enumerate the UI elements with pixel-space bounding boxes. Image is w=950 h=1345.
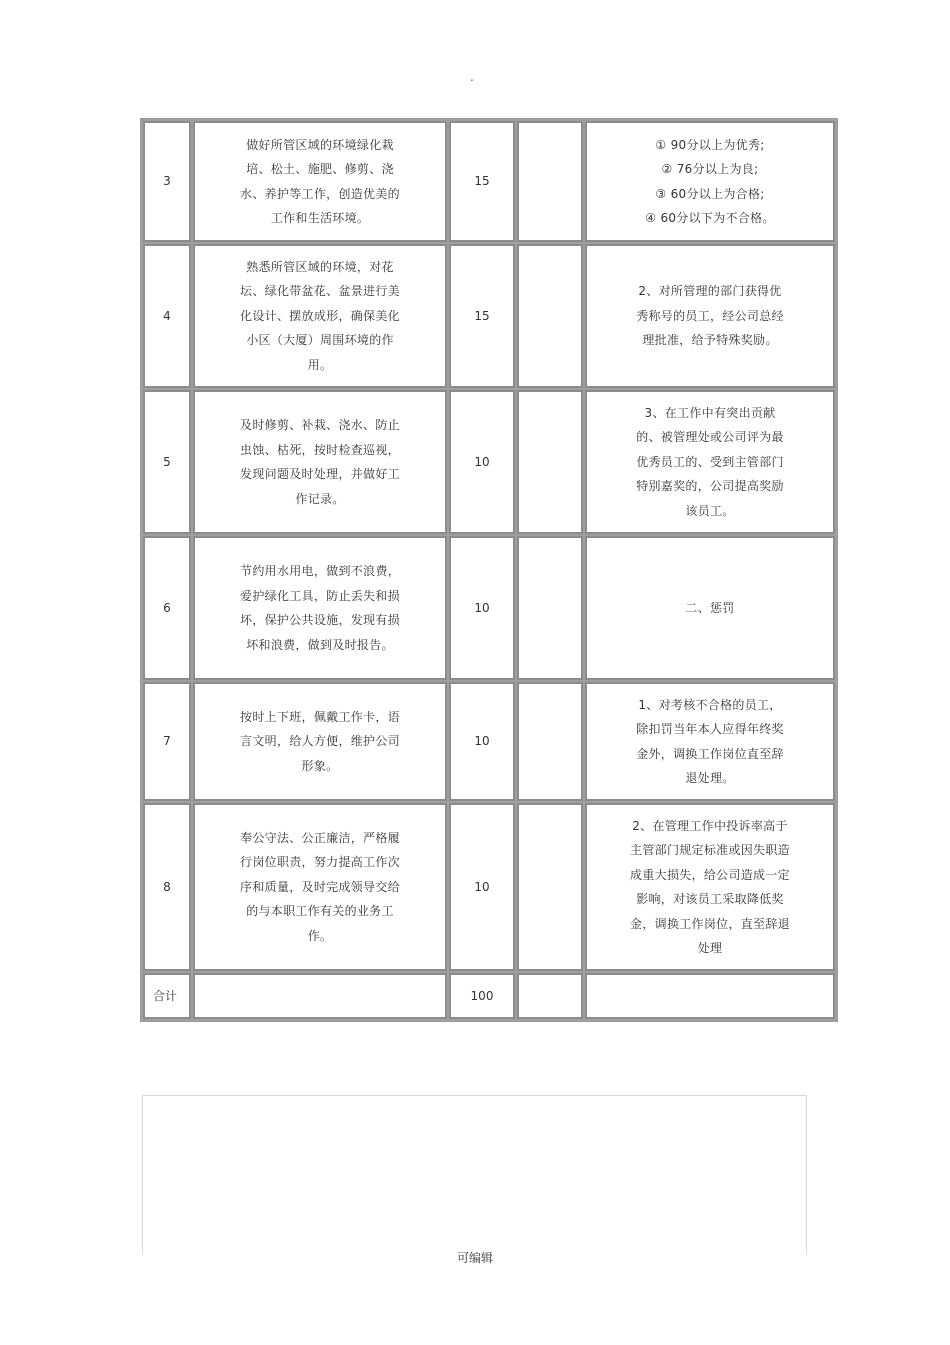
- total-label-cell: [143, 973, 191, 1019]
- item-note: 2、对所管理的部门获得优秀称号的员工，经公司总经理批准，给予特殊奖励。: [636, 284, 784, 348]
- item-score: 10: [474, 454, 490, 469]
- item-rating-cell: [517, 244, 583, 388]
- table-row: [143, 390, 835, 534]
- grading-scale-line: ④ 60分以下为不合格。: [645, 211, 775, 225]
- item-number-cell: [143, 682, 191, 801]
- total-label: 合计: [153, 988, 178, 1003]
- grading-scale-line: ③ 60分以上为合格;: [655, 186, 765, 201]
- item-rating-cell: [517, 803, 583, 971]
- total-score: 100: [470, 988, 494, 1003]
- item-note: 2、在管理工作中投诉率高于主管部门规定标准或因失职造成重大损失，给公司造成一定影响，对该员工采取降低奖金，调换工作岗位，直至辞退处理: [630, 818, 790, 955]
- table-row: [143, 244, 835, 388]
- total-content-cell: [193, 973, 447, 1019]
- item-note-cell: [585, 121, 835, 242]
- page-top-mark: .: [470, 70, 474, 84]
- item-number-cell: [143, 121, 191, 242]
- item-content-cell: [193, 536, 447, 680]
- total-note-cell: [585, 973, 835, 1019]
- item-note-cell: [585, 536, 835, 680]
- item-note: 3、在工作中有突出贡献的、被管理处或公司评为最优秀员工的、受到主管部门特别嘉奖的，公司提高奖励该员工。: [636, 405, 784, 518]
- item-content: 节约用水用电，做到不浪费，爱护绿化工具，防止丢失和损坏，保护公共设施，发现有损坏和浪费，做到及时报告。: [240, 564, 400, 652]
- item-rating-cell: [517, 536, 583, 680]
- penalty-heading: 二、惩罚: [685, 600, 735, 615]
- item-score: 10: [474, 734, 490, 749]
- item-content: 及时修剪、补栽、浇水、防止虫蚀、枯死，按时检查巡视，发现问题及时处理，并做好工作记录。: [240, 418, 400, 506]
- item-score-cell: [449, 803, 515, 971]
- item-content: 奉公守法、公正廉洁，严格履行岗位职责，努力提高工作次序和质量，及时完成领导交给的与本职工作有关的业务工作。: [240, 830, 400, 943]
- item-content-cell: [193, 244, 447, 388]
- item-rating-cell: [517, 682, 583, 801]
- item-score: 15: [474, 308, 490, 323]
- item-rating-cell: [517, 390, 583, 534]
- item-score-cell: [449, 244, 515, 388]
- item-content-cell: [193, 390, 447, 534]
- item-number: 4: [163, 308, 171, 323]
- item-score-cell: [449, 682, 515, 801]
- grading-scale-list: [635, 133, 785, 231]
- item-content-cell: [193, 121, 447, 242]
- item-content: 按时上下班，佩戴工作卡，语言文明，给人方便，维护公司形象。: [240, 709, 400, 773]
- item-score-cell: [449, 536, 515, 680]
- item-rating-cell: [517, 121, 583, 242]
- item-note-cell: [585, 803, 835, 971]
- total-score-cell: [449, 973, 515, 1019]
- item-number: 7: [163, 734, 171, 749]
- evaluation-table: [140, 118, 838, 1022]
- page-footer: 可编辑: [456, 1251, 493, 1265]
- total-rating-cell: [517, 973, 583, 1019]
- item-number-cell: [143, 536, 191, 680]
- item-content-cell: [193, 682, 447, 801]
- item-content-cell: [193, 803, 447, 971]
- table-total-row: [143, 973, 835, 1019]
- item-note-cell: [585, 390, 835, 534]
- table-row: [143, 536, 835, 680]
- item-score: 10: [474, 600, 490, 615]
- item-note: 1、对考核不合格的员工，除扣罚当年本人应得年终奖金外，调换工作岗位直至辞退处理。: [636, 697, 784, 785]
- item-note-cell: [585, 682, 835, 801]
- grading-scale-line: ② 76分以上为良;: [661, 162, 759, 176]
- table-row: [143, 682, 835, 801]
- item-note-cell: [585, 244, 835, 388]
- item-number: 6: [163, 600, 171, 615]
- item-number-cell: [143, 244, 191, 388]
- item-content: 熟悉所管区域的环境，对花坛、绿化带盆花、盆景进行美化设计、摆放成形，确保美化小区（大厦）周围环境的作用。: [240, 259, 400, 372]
- grading-scale-line: ① 90分以上为优秀;: [655, 137, 765, 152]
- item-number-cell: [143, 390, 191, 534]
- item-score-cell: [449, 390, 515, 534]
- table-row: [143, 803, 835, 971]
- item-score-cell: [449, 121, 515, 242]
- item-number: 8: [163, 879, 171, 894]
- item-number: 3: [163, 174, 171, 189]
- table-row: [143, 121, 835, 242]
- item-number-cell: [143, 803, 191, 971]
- empty-frame: [142, 1095, 807, 1255]
- item-score: 15: [474, 174, 490, 189]
- item-score: 10: [474, 879, 490, 894]
- item-content: 做好所管区域的环境绿化栽培、松土、施肥、修剪、浇水、养护等工作，创造优美的工作和生活环境。: [240, 137, 400, 225]
- item-number: 5: [163, 454, 171, 469]
